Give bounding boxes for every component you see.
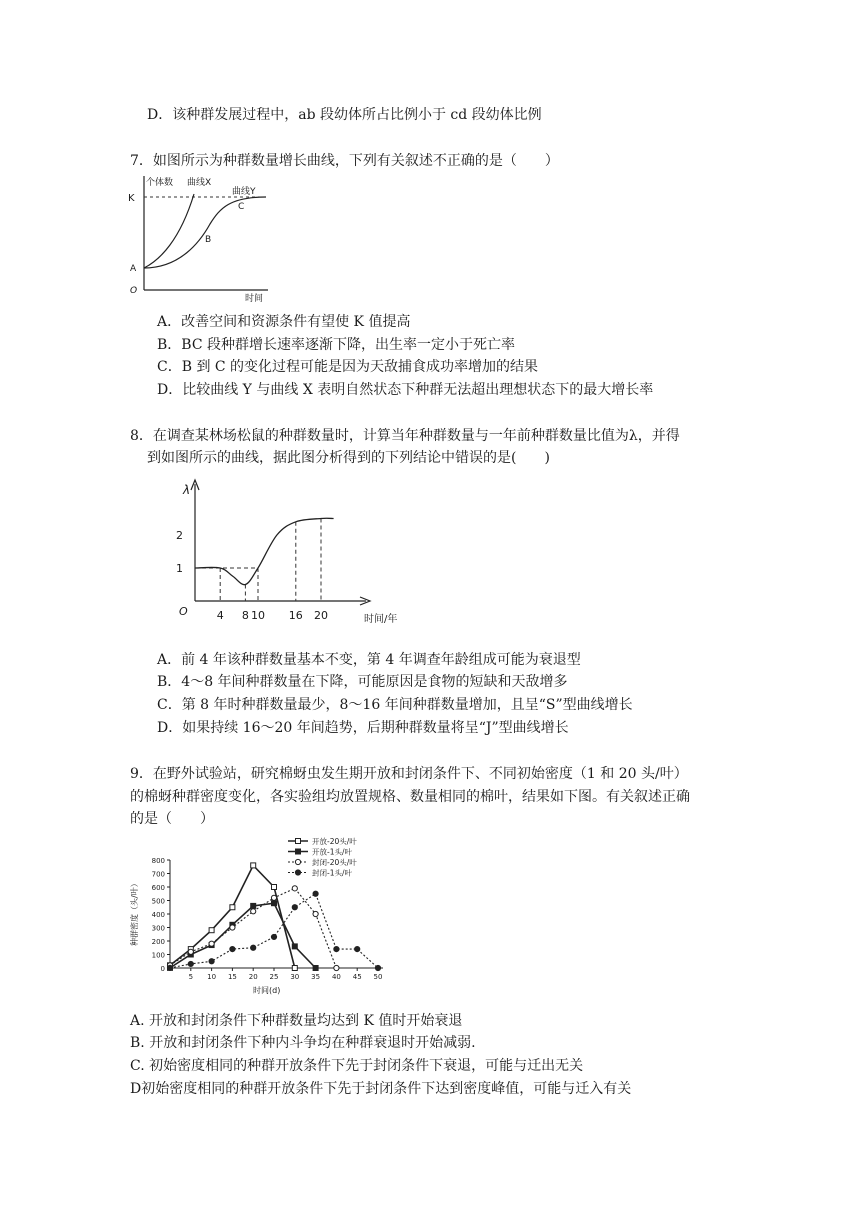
q9-series-line	[170, 903, 316, 968]
q9-data-point	[313, 891, 318, 896]
q9-y-tick-label: 800	[151, 857, 165, 865]
q7-b-label: B	[205, 235, 212, 245]
q8-x-tick-label: 10	[251, 609, 265, 622]
q9-x-tick-label: 25	[269, 973, 279, 981]
q9-data-point	[251, 909, 256, 914]
q9-y-tick-label: 500	[151, 897, 165, 906]
q8-lambda-chart	[170, 476, 410, 628]
q8-origin-label: O	[179, 605, 188, 618]
q9-series-line	[170, 888, 336, 968]
q9-legend-marker	[295, 870, 300, 875]
q9-legend-marker	[296, 839, 301, 844]
q9-data-point	[271, 895, 276, 900]
q9-data-point	[292, 905, 297, 910]
q9-x-tick-label: 50	[373, 973, 383, 981]
q8-stem-line-1: 8．在调查某林场松鼠的种群数量时，计算当年种群数量与一年前种群数量比值为λ，并得	[130, 428, 680, 444]
q8-stem-line-2: 到如图所示的曲线，据此图分析得到的下列结论中错误的是( )	[147, 450, 550, 466]
q7-curve-x-label: 曲线X	[187, 178, 212, 188]
q9-y-tick-label: 0	[160, 965, 165, 973]
q9-x-tick-label: 15	[227, 973, 237, 981]
q8-option-b: B．4～8 年间种群数量在下降，可能原因是食物的短缺和天敌增多	[157, 674, 568, 690]
q9-x-tick-label: 45	[352, 973, 362, 981]
q9-legend-label: 开放-1头/叶	[312, 847, 353, 857]
q9-option-a: A. 开放和封闭条件下种群数量均达到 K 值时开始衰退	[130, 1013, 463, 1029]
q9-data-point	[334, 965, 339, 970]
q9-stem-line-2: 的棉蚜种群密度变化，各实验组均放置规格、数量相同的棉叶，结果如下图。有关叙述正确	[130, 789, 690, 805]
q9-data-point	[167, 965, 172, 970]
q7-option-c: C．B 到 C 的变化过程可能是因为天敌捕食成功率增加的结果	[157, 359, 539, 375]
q9-x-tick-label: 5	[188, 973, 194, 981]
q7-growth-curve-figure	[120, 172, 280, 304]
q8-y-tick-label: 2	[176, 529, 183, 542]
q9-x-tick-label: 35	[311, 973, 321, 981]
q9-legend-label: 封闭-1头/叶	[312, 868, 353, 878]
q7-option-d: D．比较曲线 Y 与曲线 X 表明自然状态下种群无法超出理想状态下的最大增长率	[157, 382, 654, 398]
q9-y-tick-label: 100	[151, 951, 165, 960]
q8-x-tick-label: 16	[288, 609, 303, 622]
q7-c-label: C	[238, 202, 245, 212]
q9-data-point	[355, 947, 360, 952]
q8-option-c: C．第 8 年时种群数量最少，8～16 年间种群数量增加，且呈“S”型曲线增长	[157, 697, 633, 713]
q9-data-point	[272, 901, 277, 906]
q8-ylabel: λ	[183, 483, 191, 497]
q9-y-tick-label: 600	[151, 884, 165, 892]
q9-y-tick-label: 400	[151, 911, 165, 919]
q7-option-b: B．BC 段种群增长速率逐渐下降，出生率一定小于死亡率	[157, 337, 515, 353]
q9-y-tick-label: 300	[151, 924, 165, 933]
q9-x-tick-label: 40	[331, 973, 341, 981]
q9-y-tick-label: 200	[151, 938, 165, 946]
q9-data-point	[230, 947, 235, 952]
q7-curve-y	[144, 197, 266, 268]
q9-data-point	[313, 966, 318, 971]
q9-xlabel: 时间(d)	[253, 986, 281, 995]
q9-data-point	[230, 925, 235, 930]
q8-x-tick-label: 8	[241, 609, 249, 622]
q9-x-tick-label: 20	[248, 973, 258, 981]
q9-data-point	[209, 959, 214, 964]
q9-legend-marker	[295, 859, 300, 864]
q9-legend-label: 开放-20头/叶	[312, 837, 357, 846]
q9-data-point	[271, 934, 276, 939]
q9-data-point	[230, 905, 235, 910]
q9-legend-label: 封闭-20头/叶	[312, 858, 357, 867]
q9-data-point	[334, 947, 339, 952]
q9-x-tick-label: 10	[207, 973, 217, 981]
q9-option-c: C. 初始密度相同的种群开放条件下先于封闭条件下衰退，可能与迁出无关	[130, 1058, 584, 1074]
q7-ylabel: 个体数	[146, 178, 174, 188]
q8-y-tick-label: 1	[176, 562, 183, 575]
q9-y-tick-label: 700	[151, 870, 165, 879]
q9-data-point	[272, 885, 277, 890]
q9-stem-line-3: 的是（ ）	[130, 811, 214, 827]
q7-stem: 7．如图所示为种群数量增长曲线，下列有关叙述不正确的是（ ）	[130, 153, 559, 169]
q7-option-a: A．改善空间和资源条件有望使 K 值提高	[157, 314, 411, 330]
q7-a-label: A	[130, 264, 137, 274]
q9-data-point	[251, 945, 256, 950]
q9-density-chart	[125, 832, 395, 998]
q9-data-point	[313, 911, 318, 916]
q9-legend-marker	[296, 849, 301, 854]
q9-x-tick-label: 30	[290, 973, 300, 981]
q9-data-point	[251, 863, 256, 868]
q9-series-3	[167, 886, 339, 971]
q6-option-d: D．该种群发展过程中，ab 段幼体所占比例小于 cd 段幼体比例	[147, 107, 542, 123]
q7-curve-x	[144, 194, 194, 268]
q9-data-point	[188, 961, 193, 966]
q9-data-point	[188, 949, 193, 954]
q9-stem-line-1: 9．在野外试验站，研究棉蚜虫发生期开放和封闭条件下、不同初始密度（1 和 20 头/叶）	[130, 766, 688, 782]
q9-data-point	[251, 903, 256, 908]
q7-curve-y-label: 曲线Y	[232, 187, 256, 197]
q8-lambda-curve	[195, 518, 334, 584]
q9-data-point	[292, 944, 297, 949]
q9-series-2	[168, 901, 319, 971]
q9-data-point	[292, 886, 297, 891]
q8-option-a: A．前 4 年该种群数量基本不变，第 4 年调查年龄组成可能为衰退型	[157, 652, 581, 668]
q9-option-b: B. 开放和封闭条件下种内斗争均在种群衰退时开始减弱.	[130, 1035, 476, 1051]
q8-option-d: D．如果持续 16～20 年间趋势，后期种群数量将呈“J”型曲线增长	[157, 720, 569, 736]
q7-xlabel: 时间	[245, 294, 264, 304]
q9-data-point	[292, 966, 297, 971]
q7-origin-label: O	[130, 286, 138, 296]
q9-data-point	[209, 928, 214, 933]
q9-data-point	[375, 965, 380, 970]
q8-xlabel: 时间/年	[364, 614, 398, 625]
q7-k-label: K	[128, 193, 135, 204]
q9-data-point	[209, 941, 214, 946]
q8-x-tick-label: 4	[216, 609, 224, 622]
q8-x-tick-label: 20	[314, 609, 328, 622]
q9-option-d: D初始密度相同的种群开放条件下先于封闭条件下达到密度峰值，可能与迁入有关	[130, 1081, 632, 1097]
q9-ylabel: 种群密度（头/叶）	[130, 879, 139, 946]
